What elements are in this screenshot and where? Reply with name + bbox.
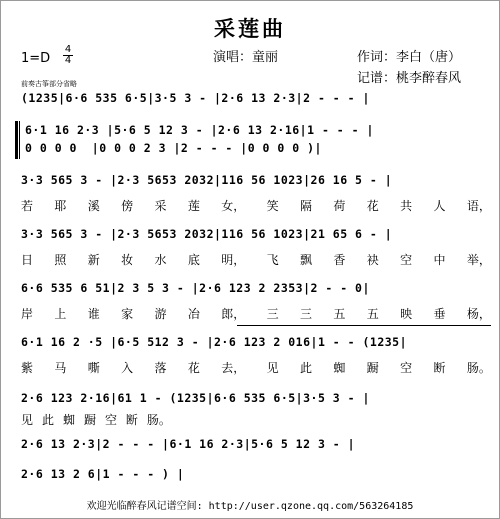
- lyric-syllable: 蹰: [83, 413, 96, 427]
- lyric-syllable: 马: [54, 361, 67, 375]
- lyric-syllable: 肠。: [146, 413, 171, 427]
- lyric-syllable: 五: [333, 307, 346, 321]
- time-signature: [63, 45, 73, 66]
- lyric-syllable: 女，: [221, 199, 246, 213]
- lyric-syllable: 见: [266, 361, 279, 375]
- score-line-9: 2·6 13 2 6|1 - - - ) |: [21, 467, 185, 481]
- lyric-syllable: 紫: [21, 361, 34, 375]
- lyrics-line-7: [21, 411, 171, 428]
- lyric-syllable: 莲: [187, 199, 200, 213]
- score-line-1: (1235|6·6 535 6·5|3·5 3 - |2·6 13 2·3|2 - - - |: [21, 91, 370, 105]
- lyric-syllable: 隔: [300, 199, 313, 213]
- lyric-syllable: 蹰: [366, 361, 379, 375]
- lyric-syllable: 嘶: [87, 361, 100, 375]
- lyric-syllable: 袂: [366, 253, 379, 267]
- lyric-syllable: 三: [266, 307, 279, 321]
- score-line-7: 2·6 123 2·16|61 1 - (1235|6·6 535 6·5|3·5 3 - |: [21, 391, 370, 405]
- score-line-2-lower: 0 0 0 0 |0 0 0 2 3 |2 - - - |0 0 0 0 )|: [25, 141, 322, 155]
- lyric-syllable: 语，: [466, 199, 491, 213]
- lyric-syllable: 断: [125, 413, 138, 427]
- lyric-syllable: 三: [300, 307, 313, 321]
- lyric-syllable: 照: [54, 253, 67, 267]
- lyric-syllable: 蜘: [62, 413, 75, 427]
- lyric-syllable: 岸: [21, 307, 34, 321]
- lyric-syllable: 入: [121, 361, 134, 375]
- transcriber-credit: 记谱：桃李醉春风: [357, 71, 462, 86]
- lyric-syllable: 荷: [333, 199, 346, 213]
- lyric-syllable: 见: [21, 413, 34, 427]
- lyric-syllable: 底: [187, 253, 200, 267]
- lyric-syllable: 飘: [300, 253, 313, 267]
- lyric-syllable: 日: [21, 253, 34, 267]
- lyric-syllable: 游: [154, 307, 167, 321]
- score-line-3: 3·3 565 3 - |2·3 5653 2032|116 56 1023|26 16 5 - |: [21, 173, 393, 187]
- lyric-syllable: 落: [154, 361, 167, 375]
- key-signature: 1=D: [21, 51, 51, 66]
- system-bracket-thin: [19, 121, 21, 159]
- singer-credit: 演唱：童丽: [213, 50, 279, 65]
- lyric-syllable: 此: [300, 361, 313, 375]
- lyric-syllable: 空: [400, 361, 413, 375]
- lyric-syllable: 杨，: [466, 307, 491, 321]
- lyric-syllable: 蜘: [333, 361, 346, 375]
- lyric-syllable: 冶: [187, 307, 200, 321]
- time-signature-bottom: 4: [64, 55, 72, 66]
- lyrics-line-3: [21, 197, 491, 214]
- lyric-syllable: 映: [400, 307, 413, 321]
- lyric-syllable: 水: [154, 253, 167, 267]
- lyric-syllable: 空: [104, 413, 117, 427]
- score-line-4: 3·3 565 3 - |2·3 5653 2032|116 56 1023|21 65 6 - |: [21, 227, 393, 241]
- time-signature-top: 4: [64, 44, 72, 55]
- lyric-syllable: 若: [21, 199, 34, 213]
- lyric-syllable: 共: [400, 199, 413, 213]
- lyric-syllable: 溪: [87, 199, 100, 213]
- score-line-2-upper: 6·1 16 2·3 |5·6 5 12 3 - |2·6 13 2·16|1 - - - |: [25, 123, 374, 137]
- lyric-syllable: 花: [187, 361, 200, 375]
- lyric-syllable: 人: [433, 199, 446, 213]
- lyric-syllable: 采: [154, 199, 167, 213]
- lyric-syllable: 家: [121, 307, 134, 321]
- score-line-8: 2·6 13 2·3|2 - - - |6·1 16 2·3|5·6 5 12 3 - |: [21, 437, 356, 451]
- lyric-syllable: 傍: [121, 199, 134, 213]
- lyric-syllable: 飞: [266, 253, 279, 267]
- lyric-syllable: 明，: [221, 253, 246, 267]
- lyric-syllable: 举，: [466, 253, 491, 267]
- repeat-bracket-line: [237, 325, 491, 326]
- score-line-6: 6·1 16 2 ·5 |6·5 512 3 - |2·6 123 2 016|1 - - (1235|: [21, 335, 408, 349]
- lyricist-credit: 作词：李白（唐）: [357, 50, 462, 65]
- score-line-5: 6·6 535 6 51|2 3 5 3 - |2·6 123 2 2353|2 - - 0|: [21, 281, 370, 295]
- lyric-syllable: 空: [400, 253, 413, 267]
- lyric-syllable: 断: [433, 361, 446, 375]
- lyric-syllable: 肠。: [466, 361, 491, 375]
- footer-credit: 欢迎光临醉春风记谱空间: http://user.qzone.qq.com/563264185: [86, 501, 414, 512]
- prelude-note: 前奏古筝部分省略: [21, 80, 77, 88]
- lyric-syllable: 五: [366, 307, 379, 321]
- lyrics-line-4: [21, 251, 491, 268]
- lyric-syllable: 去，: [221, 361, 246, 375]
- lyric-syllable: 郎，: [221, 307, 246, 321]
- lyric-syllable: 花: [366, 199, 379, 213]
- lyric-syllable: 妆: [121, 253, 134, 267]
- lyric-syllable: 此: [41, 413, 54, 427]
- lyric-syllable: 耶: [54, 199, 67, 213]
- lyric-syllable: 上: [54, 307, 67, 321]
- lyric-syllable: 香: [333, 253, 346, 267]
- lyric-syllable: 中: [433, 253, 446, 267]
- song-title: 采莲曲: [214, 16, 286, 41]
- lyric-syllable: 笑: [266, 199, 279, 213]
- lyric-syllable: 垂: [433, 307, 446, 321]
- lyrics-line-5: [21, 305, 491, 322]
- lyric-syllable: 新: [87, 253, 100, 267]
- lyric-syllable: 谁: [87, 307, 100, 321]
- lyrics-line-6: [21, 359, 491, 376]
